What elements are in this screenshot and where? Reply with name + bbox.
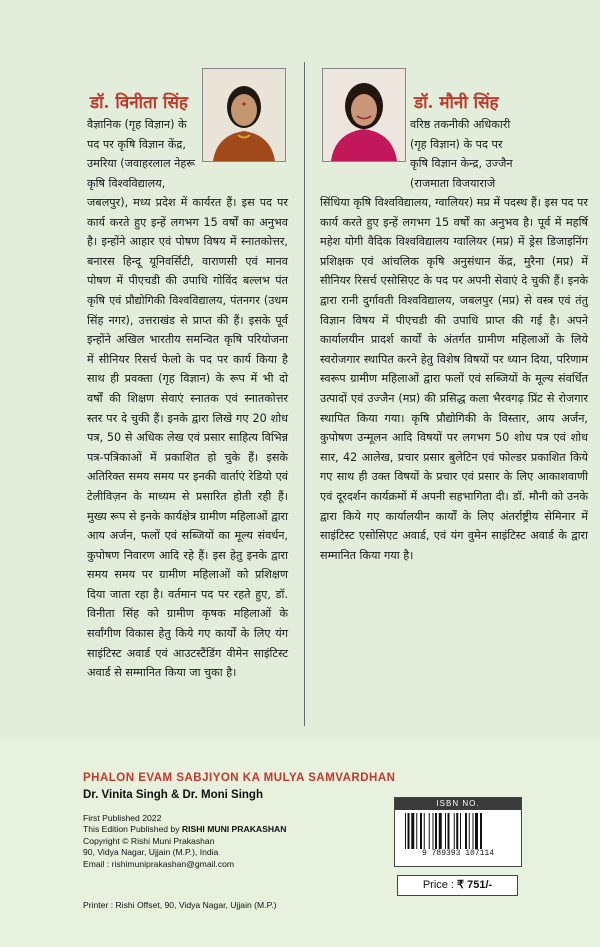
- bio-paragraph: सिंधिया कृषि विश्वविद्यालय, ग्वालियर) मप्र में पदस्थ हैं। इस पद पर कार्य करते हुए इन्हें लगभग 15 वर्षों का अनुभव है। पूर्व में महर्षि महेश योगी वैदिक विश्वविद्यालय ग्वालियर (मप्र) में ड्रेस डिजाइनिंग प्रशिक्षक एवं आंचलिक कृषि अनुसंधान केंद्र, मुरैना (मप्र) में सीनियर रिसर्च एसोसिएट के पद पर अपनी सेवाएं दे चुकी हैं। इनके द्वारा रानी दुर्गावती विश्वविद्यालय, जबलपुर (मप्र) से वस्त्र एवं तंतु विज्ञान विषय में पीएचडी की उपाधि प्राप्त की गई है। अपने कार्यालयीन प्रादर्श कार्यों के अंतर्गत ग्रामीण महिलाओं के लिये स्वरोजगार स्थापित करने हेतु विशेष विषयों पर ध्यान दिया, परिणाम स्वरूप ग्रामीण महिलाओं द्वारा फलों एवं सब्जियों के मूल्य संवर्धित उत्पादों एवं उज्जैन (मप्र) की प्रसिद्ध कला भैरवगढ़ प्रिंट से रोजगार स्थापित किया गया। कृषि प्रौद्योगिकी के विस्तार, आय अर्जन, कुपोषण उन्मूलन आदि विषयों पर लगभग 50 शोध पत्र एवं शोध सार, 42 आलेख, प्रचार प्रसार बुलेटिन एवं फोल्डर प्रकाशित किये गए साथ ही उक्त विषयों के प्रचार एवं प्रसार के लिए आकाशवाणी एवं दूरदर्शन कार्यक्रमों में अपनी सहभागिता दी। डॉ. मौनी को उनके द्वारा किये गए कार्यालयीन कार्यों के लिए अंतर्राष्ट्रीय सेमिनार में साइंटिस्ट एसोसिएट अवार्ड, एवं यंग वुमेन साइंटिस्ट अवार्ड के द्वारा सम्मानित किया गया है।: [320, 196, 588, 562]
- publication-details: [83, 813, 286, 870]
- bio-line: कृषि विश्वविद्यालय,: [87, 176, 166, 190]
- author-bio-right-body: [320, 193, 588, 565]
- barcode-icon: [405, 813, 511, 849]
- isbn-barcode-box: [394, 797, 522, 867]
- bio-line: पद पर कृषि विज्ञान केंद्र,: [87, 137, 186, 151]
- bio-line: उमरिया (जवाहरलाल नेहरू: [87, 157, 196, 171]
- author-bio-left-body: [87, 193, 288, 683]
- first-published: First Published 2022: [83, 813, 162, 823]
- book-authors: Dr. Vinita Singh & Dr. Moni Singh: [83, 789, 263, 801]
- price-value: ₹ 751/-: [457, 879, 493, 891]
- bio-line: कृषि विज्ञान केन्द्र, उज्जैन: [410, 157, 513, 171]
- copyright: Copyright © Rishi Muni Prakashan: [83, 835, 215, 846]
- column-divider: [304, 62, 305, 726]
- bio-paragraph: जबलपुर), मध्य प्रदेश में कार्यरत हैं। इस पद पर कार्य करते हुए इन्हें लगभग 15 वर्षों का अनुभव है। इन्होंने आहार एवं पोषण विषय में स्नातकोत्तर, बनारस हिन्दू यूनिवर्सिटी, वाराणसी एवं मानव पोषण में पीएचडी की उपाधि गोविंद बल्लभ पंत कृषि एवं प्रौद्योगिकी विश्वविद्यालय, पंतनगर (उधम सिंह नगर), उत्तराखंड से प्राप्त की हैं। इसके पूर्व इन्होंने अखिल भारतीय समन्वित कृषि परियोजना में सीनियर रिसर्च फेलो के पद पर कार्य किया है साथ ही प्रवक्ता (गृह विज्ञान) के रूप में भी दो वर्षों की शिक्षण सेवाएं स्नातक एवं स्नातकोत्तर स्तर पर दे चुकी हैं। इनके द्वारा लिखे गए 20 शोध पत्र, 50 से अधिक लेख एवं प्रसार साहित्य विभिन्न पत्र-पत्रिकाओं में प्रकाशित हो चुके हैं। इसके अतिरिक्त समय समय पर इनकी वार्ताएं रेडियो एवं टेलीविज़न के माध्यम से प्रसारित होती रही हैं। मुख्य रूप से इनके कार्यक्षेत्र ग्रामीण महिलाओं द्वारा आय अर्जन, फलों एवं सब्जियों का मूल्य संवर्धन, कुपोषण निवारण आदि रहे हैं। इस हेतु इनके द्वारा समय समय पर ग्रामीण महिलाओं को प्रशिक्षण दिया जाता रहा है। वर्तमान पद पर रहते हुए, डॉ. विनीता सिंह को ग्रामीण कृषक महिलाओं के सर्वांगीण विकास हेतु किये गए कार्यों के लिए यंग साइंटिस्ट अवार्ड एवं आउटस्टैंडिंग वीमेन साइंटिस्ट अवार्ड से सम्मानित किया जा चुका है।: [87, 196, 288, 680]
- price-box: [397, 875, 518, 896]
- price-label: Price :: [422, 879, 458, 891]
- edition-line: [83, 824, 286, 835]
- publisher-name: RISHI MUNI PRAKASHAN: [181, 824, 287, 835]
- author-name-left: डॉ. विनीता सिंह: [90, 93, 188, 113]
- isbn-number: 9 789393 107114: [421, 849, 494, 858]
- portrait-icon: [323, 69, 405, 161]
- bio-line: वैज्ञानिक (गृह विज्ञान) के: [87, 118, 187, 131]
- printer-info: Printer : Rishi Offset, 90, Vidya Nagar, Ujjain (M.P.): [83, 900, 277, 910]
- bio-line: वरिष्ठ तकनीकी अधिकारी: [410, 118, 511, 131]
- bio-line: (राजमाता विजयाराजे: [410, 176, 496, 190]
- author-photo-left: [202, 68, 286, 162]
- edition-prefix: This Edition Published by: [83, 824, 182, 835]
- portrait-icon: [203, 69, 285, 161]
- author-bio-left-head: [87, 115, 199, 193]
- author-name-right: डॉ. मौनी सिंह: [414, 93, 499, 113]
- publisher-email: Email : rishimuniprakashan@gmail.com: [83, 858, 235, 869]
- publisher-address: 90, Vidya Nagar, Ujjain (M.P.), India: [83, 847, 219, 858]
- author-photo-right: [322, 68, 406, 162]
- bio-line: (गृह विज्ञान) के पद पर: [410, 137, 503, 151]
- isbn-label: ISBN NO.: [395, 798, 521, 810]
- book-title: PHALON EVAM SABJIYON KA MULYA SAMVARDHAN: [83, 772, 396, 784]
- author-bio-right-head: [410, 115, 588, 193]
